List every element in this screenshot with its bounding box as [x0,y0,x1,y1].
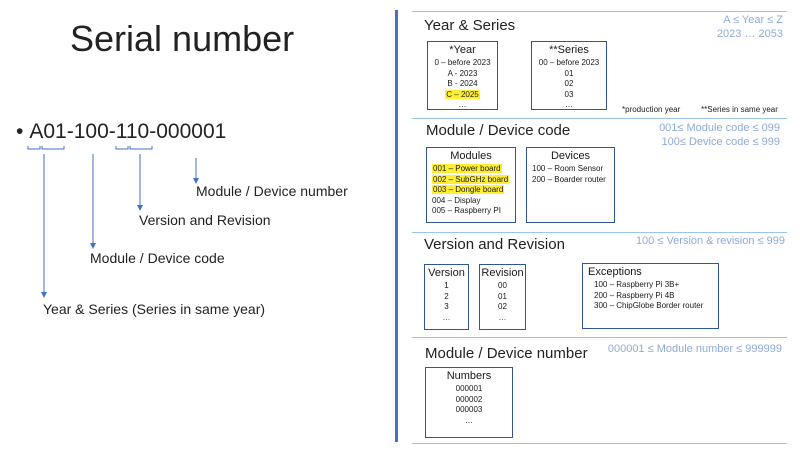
exception-item: 300 – ChipGlobe Border router [594,301,704,311]
range-number: 000001 ≤ Module number ≤ 999999 [607,343,782,355]
exception-item: 100 – Raspberry Pi 3B+ [594,280,680,289]
devices-box-title: Devices [550,150,591,162]
section-title-year: Year & Series [424,17,516,34]
arrowhead-year [41,292,47,298]
year-item: … [458,100,467,110]
modules-box-title: Modules [450,150,492,162]
module-item: 004 – Display [432,195,481,205]
numbers-box-title: Numbers [446,370,492,382]
version-box-title: Version [428,267,465,279]
version-item: 3 [444,302,449,312]
revision-box-title: Revision [481,267,524,279]
devices-box [526,147,615,223]
note-production-year: *production year [622,105,681,114]
module-item-highlighted: 003 – Dongle board [433,185,504,195]
section-line-year [412,11,787,12]
bullet: • [16,120,24,143]
number-item: … [465,415,473,425]
label-version-revision: Version and Revision [139,212,271,228]
modules-box [426,147,516,223]
version-item: … [442,312,451,322]
version-item: 2 [444,291,449,301]
version-item: 1 [444,281,449,290]
series-item: 00 – before 2023 [538,58,600,67]
label-module-number: Module / Device number [196,183,348,199]
label-year-series: Year & Series (Series in same year) [43,301,266,317]
series-item: 02 [564,79,574,89]
module-item-highlighted: 001 – Power board [433,164,501,173]
note-series-same-year: **Series in same year [701,105,778,114]
revision-item: 01 [498,291,507,301]
section-title-number: Module / Device number [425,345,588,362]
revision-item: … [498,312,507,322]
section-line-bottom [412,443,787,444]
series-item: 01 [564,68,574,78]
section-line-module [412,118,787,119]
number-item: 000003 [455,405,483,415]
revision-item: 00 [498,281,507,290]
year-item-highlighted: C – 2025 [446,89,479,99]
device-item: 200 – Boarder router [532,174,606,184]
section-title-version: Version and Revision [424,236,565,253]
year-item: A - 2023 [447,68,478,78]
arrowhead-version [137,205,143,211]
section-line-number [412,337,787,338]
exception-item: 200 – Raspberry Pi 4B [594,290,675,300]
year-item: 0 – before 2023 [434,58,491,67]
number-item: 000001 [455,384,483,393]
year-item: B - 2024 [447,79,478,89]
number-item: 000002 [455,394,483,404]
bracket-year [28,146,40,149]
page-title: Serial number [70,18,295,59]
range-module-line-2: 100≤ Device code ≤ 999 [661,136,780,148]
range-module-line-1: 001≤ Module code ≤ 099 [659,122,780,134]
bracket-revision [130,146,152,149]
year-box [427,41,498,110]
range-year [717,13,783,41]
device-item: 100 – Room Sensor [532,164,604,173]
series-box [531,41,607,110]
section-title-module: Module / Device code [426,122,571,139]
revision-box [479,264,526,330]
serial-value: A01-100-110-000001 [29,120,227,143]
section-line-version [412,232,787,233]
vertical-divider [395,10,398,442]
arrowhead-module-code [90,243,96,249]
exceptions-box-title: Exceptions [588,266,642,278]
series-item: … [565,100,573,110]
label-module-code: Module / Device code [90,250,225,266]
numbers-box [425,367,513,438]
exceptions-box [582,263,719,329]
series-box-title: **Series [549,44,589,56]
range-year-line-2: 2023 … 2053 [716,28,783,40]
range-year-line-1: A ≤ Year ≤ Z [723,14,783,26]
module-item: 005 – Raspberry PI [432,206,501,216]
bracket-series [42,146,64,149]
year-box-title: *Year [449,44,476,56]
range-module [659,121,780,149]
module-item-highlighted: 002 – SubGHz board [433,174,509,184]
version-box [424,264,469,330]
bracket-version [116,146,128,149]
revision-item: 02 [498,302,507,312]
range-version: 100 ≤ Version & revision ≤ 999 [635,235,785,247]
series-item: 03 [564,89,574,99]
